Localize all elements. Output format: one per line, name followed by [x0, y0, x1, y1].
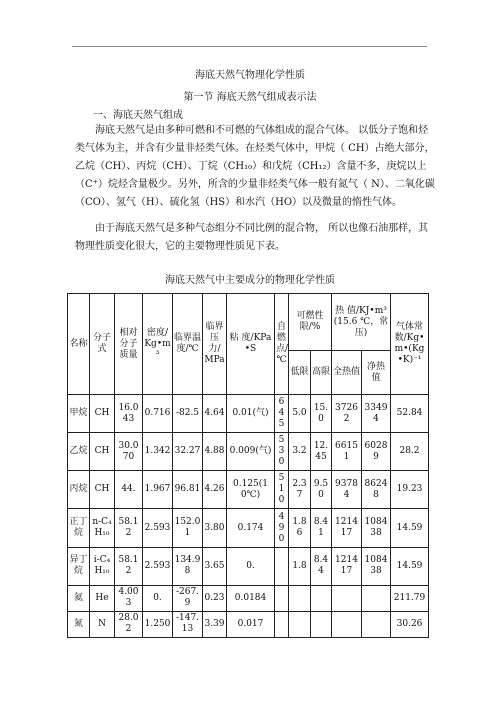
cell-formula: He: [90, 585, 115, 611]
cell-gas-const: 211.79: [391, 585, 429, 611]
cell-flam-low: 5.0: [289, 395, 311, 433]
cell-flam-low: 1.8: [289, 547, 311, 585]
cell-mw: 28.02: [115, 611, 143, 637]
header-critical-temperature: 临界温度/℃: [173, 294, 203, 395]
cell-tc: 32.27: [173, 433, 203, 471]
cell-name: 异丁烷: [68, 547, 90, 585]
cell-heat-gross: [332, 611, 362, 637]
table-row: [68, 433, 429, 471]
cell-gas-const: 52.84: [391, 395, 429, 433]
cell-tc: 152.01: [173, 509, 203, 547]
cell-density: 1.250: [143, 611, 173, 637]
cell-autoign: [275, 547, 289, 585]
cell-autoign: 645: [275, 395, 289, 433]
cell-formula: n-C₄H₁₀: [90, 509, 115, 547]
cell-name: 甲烷: [68, 395, 90, 433]
cell-density: 0.716: [143, 395, 173, 433]
table-row: [68, 611, 429, 637]
cell-density: 0.: [143, 585, 173, 611]
cell-formula: CH: [90, 471, 115, 509]
header-flammability-low: 低限: [289, 351, 311, 395]
cell-flam-high: 9.50: [311, 471, 332, 509]
cell-viscosity: 0.009(气): [227, 433, 275, 471]
cell-formula: CH: [90, 395, 115, 433]
table-row: [68, 585, 429, 611]
cell-heat-gross: [332, 585, 362, 611]
cell-density: 2.593: [143, 547, 173, 585]
cell-gas-const: 14.59: [391, 547, 429, 585]
header-gas-constant: 气体常数/Kg•m•(Kg•K)⁻¹: [391, 294, 429, 395]
cell-flam-low: [289, 585, 311, 611]
cell-density: 1.967: [143, 471, 173, 509]
subheading: 一、海底天然气组成: [93, 110, 183, 121]
cell-pc: 3.80: [203, 509, 227, 547]
cell-flam-high: [311, 611, 332, 637]
cell-heat-gross: 37262: [332, 395, 362, 433]
cell-tc: -82.5: [173, 395, 203, 433]
cell-gas-const: 28.2: [391, 433, 429, 471]
header-molecular-weight: 相对分子质量: [115, 294, 143, 395]
cell-heat-net: 60289: [362, 433, 391, 471]
document-title: 海底天然气物理化学性质: [195, 70, 305, 81]
cell-heat-gross: 121417: [332, 509, 362, 547]
cell-flam-high: 8.41: [311, 509, 332, 547]
cell-pc: 4.88: [203, 433, 227, 471]
cell-autoign: [275, 611, 289, 637]
cell-density: 1.342: [143, 433, 173, 471]
cell-tc: -147.13: [173, 611, 203, 637]
cell-flam-high: 15.0: [311, 395, 332, 433]
cell-flam-low: 3.2: [289, 433, 311, 471]
cell-tc: 96.81: [173, 471, 203, 509]
cell-heat-net: 108438: [362, 509, 391, 547]
header-heating-net: 净热值: [362, 351, 391, 395]
cell-heat-net: 108438: [362, 547, 391, 585]
cell-flam-low: 1.86: [289, 509, 311, 547]
cell-autoign: 510: [275, 471, 289, 509]
cell-heat-gross: 93784: [332, 471, 362, 509]
header-rule: [72, 46, 427, 47]
cell-mw: 58.12: [115, 547, 143, 585]
table-row: [68, 547, 429, 585]
cell-flam-high: 8.44: [311, 547, 332, 585]
header-heating-gross: 全热值: [332, 351, 362, 395]
header-critical-pressure: 临界压力/MPa: [203, 294, 227, 395]
cell-name: 氮: [68, 611, 90, 637]
cell-name: 丙烷: [68, 471, 90, 509]
cell-autoign: [275, 585, 289, 611]
cell-formula: CH: [90, 433, 115, 471]
cell-formula: N: [90, 611, 115, 637]
cell-flam-high: 12.45: [311, 433, 332, 471]
paragraph-composition: 海底天然气是由多种可燃和不可燃的气体组成的混合气体。 以低分子饱和烃类气体为主，并含有少量非烃类气体。在烃类气体中，甲烷（ CH）占绝大部分，乙烷（CH）、丙烷（CH）、丁烷（CH₁₀）和戊烷（CH₁₂）含量不多，庚烷以上（C⁺）烷烃含量极少。另外，所含的少量非烃类气体一般有氮气（ N）、二氧化碳（CO）、氢气（H）、硫化氢（HS）和水汽（HO）以及微量的惰性气体。: [75, 125, 435, 208]
cell-flam-high: [311, 585, 332, 611]
cell-heat-gross: 66151: [332, 433, 362, 471]
cell-name: 正丁烷: [68, 509, 90, 547]
cell-formula: i-C₄H₁₀: [90, 547, 115, 585]
cell-heat-net: [362, 585, 391, 611]
cell-mw: 30.070: [115, 433, 143, 471]
header-flammability-high: 高限: [311, 351, 332, 395]
cell-heat-net: 86248: [362, 471, 391, 509]
cell-viscosity: 0.0184: [227, 585, 275, 611]
cell-name: 氦: [68, 585, 90, 611]
cell-gas-const: 30.26: [391, 611, 429, 637]
cell-flam-low: [289, 611, 311, 637]
header-autoignition: 自燃点/℃: [275, 294, 289, 395]
cell-density: 2.593: [143, 509, 173, 547]
cell-viscosity: 0.01(气): [227, 395, 275, 433]
header-heating-value-group: 热 值/KJ•m³(15.6 ℃，常压): [332, 294, 391, 351]
header-density: 密度/Kg•m³: [143, 294, 173, 395]
properties-table: [67, 293, 429, 638]
cell-autoign: 530: [275, 433, 289, 471]
cell-flam-low: 2.37: [289, 471, 311, 509]
table-row: [68, 395, 429, 433]
table-row: [68, 471, 429, 509]
cell-pc: 3.39: [203, 611, 227, 637]
cell-autoign: 490: [275, 509, 289, 547]
table-row: [68, 509, 429, 547]
cell-pc: 0.23: [203, 585, 227, 611]
cell-viscosity: 0.: [227, 547, 275, 585]
cell-pc: 4.64: [203, 395, 227, 433]
cell-name: 乙烷: [68, 433, 90, 471]
header-flammability-group: 可燃性限/%: [289, 294, 332, 351]
cell-mw: 44.: [115, 471, 143, 509]
table-caption: 海底天然气中主要成分的物理化学性质: [165, 275, 335, 286]
cell-mw: 16.043: [115, 395, 143, 433]
section-title: 第一节 海底天然气组成表示法: [183, 92, 317, 103]
cell-heat-net: 33494: [362, 395, 391, 433]
header-formula: 分子式: [90, 294, 115, 395]
cell-pc: 3.65: [203, 547, 227, 585]
cell-gas-const: 14.59: [391, 509, 429, 547]
cell-tc: 134.98: [173, 547, 203, 585]
cell-viscosity: 0.017: [227, 611, 275, 637]
header-name: 名称: [68, 294, 90, 395]
header-viscosity: 粘 度/KPa•S: [227, 294, 275, 395]
cell-heat-net: [362, 611, 391, 637]
cell-viscosity: 0.125(10℃): [227, 471, 275, 509]
cell-tc: -267.9: [173, 585, 203, 611]
cell-gas-const: 19.23: [391, 471, 429, 509]
cell-mw: 4.003: [115, 585, 143, 611]
paragraph-properties: 由于海底天然气是多种气态组分不同比例的混合物， 所以也像石油那样，其物理性质变化很大，它的主要物理性质见下表。: [75, 223, 429, 252]
cell-heat-gross: 121417: [332, 547, 362, 585]
cell-mw: 58.12: [115, 509, 143, 547]
cell-pc: 4.26: [203, 471, 227, 509]
cell-viscosity: 0.174: [227, 509, 275, 547]
